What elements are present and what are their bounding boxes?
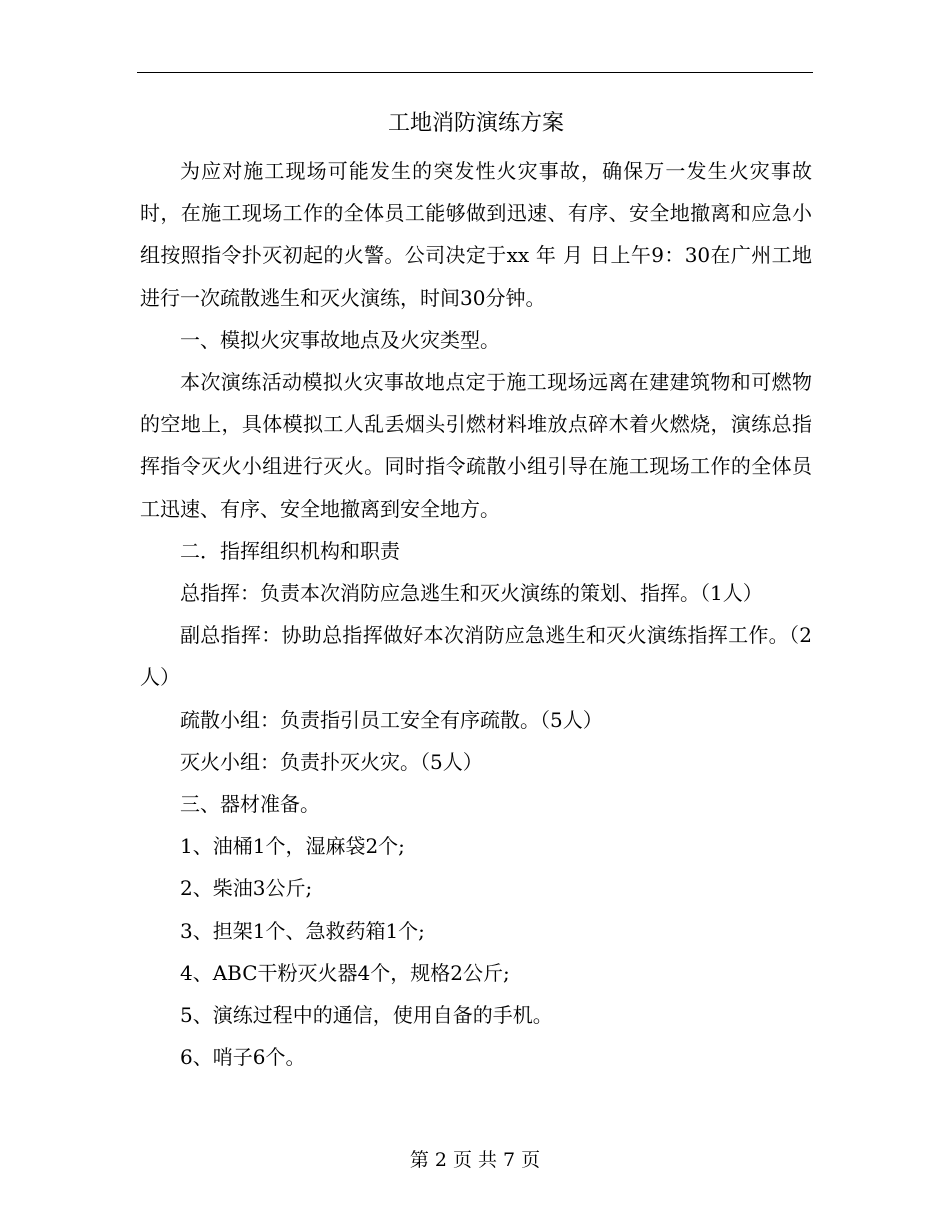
section-heading-2: 二．指挥组织机构和职责 [180, 538, 400, 563]
equipment-item-2: 2、柴油3公斤; [180, 876, 313, 901]
header-rule [137, 72, 813, 73]
section-heading-1: 一、模拟火灾事故地点及火灾类型。 [180, 327, 500, 352]
role-commander: 总指挥：负责本次消防应急逃生和灭火演练的策划、指挥。（1人） [180, 581, 763, 606]
role-evacuation-team: 疏散小组：负责指引员工安全有序疏散。（5人） [180, 707, 603, 732]
role-deputy-commander: 副总指挥：协助总指挥做好本次消防应急逃生和灭火演练指挥工作。（2人） [140, 623, 812, 690]
role-firefighting-team: 灭火小组：负责扑灭火灾。（5人） [180, 749, 483, 774]
paragraph-fire-scenario: 本次演练活动模拟火灾事故地点定于施工现场远离在建建筑物和可燃物的空地上，具体模拟工人乱丢烟头引燃材料堆放点碎木着火燃烧，演练总指挥指令灭火小组进行灭火。同时指令疏散小组引导在施工现场工作的全体员工迅速、有序、安全地撤离到安全地方。 [140, 370, 812, 521]
equipment-item-4: 4、ABC干粉灭火器4个，规格2公斤; [180, 960, 510, 985]
equipment-item-3: 3、担架1个、急救药箱1个; [180, 918, 425, 943]
document-body [140, 108, 812, 1078]
paragraph-intro: 为应对施工现场可能发生的突发性火灾事故，确保万一发生火灾事故时，在施工现场工作的全体员工能够做到迅速、有序、安全地撤离和应急小组按照指令扑灭初起的火警。公司决定于xx 年 月 日上午9：30在广州工地进行一次疏散逃生和灭火演练，时间30分钟。 [140, 159, 812, 310]
document-title: 工地消防演练方案 [387, 111, 564, 136]
section-heading-3: 三、器材准备。 [180, 792, 320, 817]
page-number: 第 2 页 共 7 页 [409, 1149, 541, 1171]
equipment-item-1: 1、油桶1个，湿麻袋2个; [180, 834, 405, 859]
equipment-item-6: 6、哨子6个。 [180, 1045, 306, 1070]
equipment-item-5: 5、演练过程中的通信，使用自备的手机。 [180, 1003, 553, 1028]
